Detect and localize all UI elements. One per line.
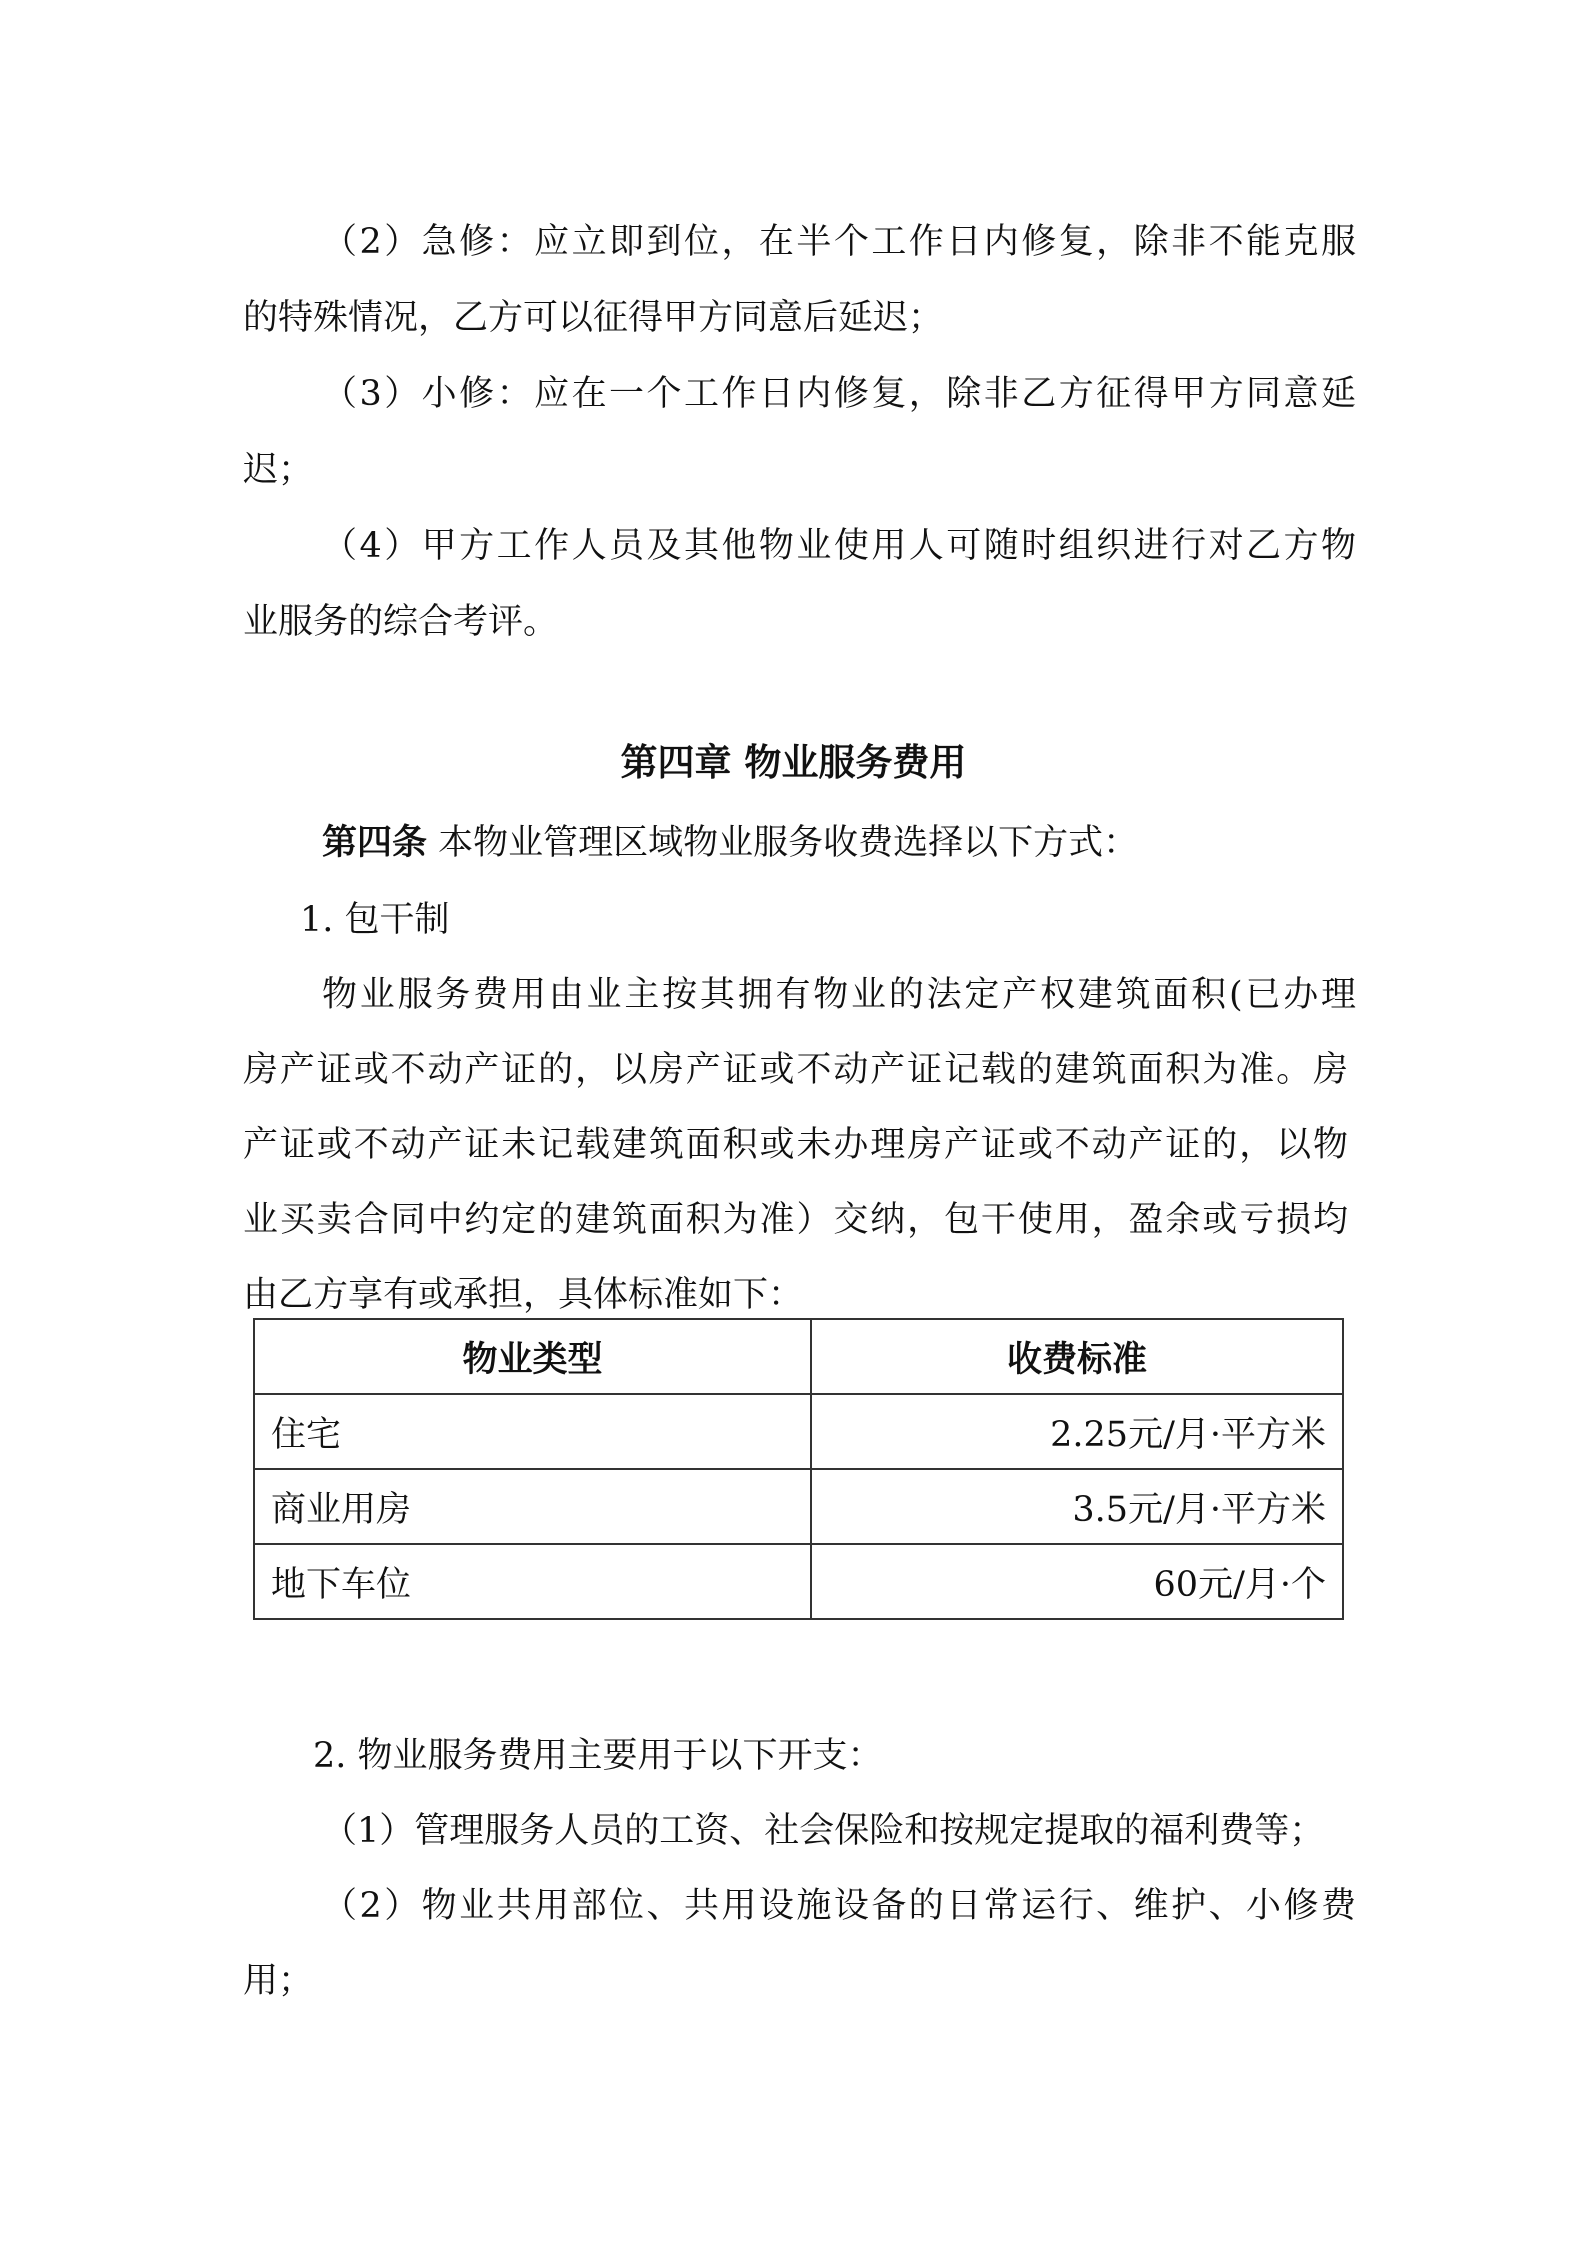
item-1-line4: 业买卖合同中约定的建筑面积为准）交纳，包干使用，盈余或亏损均 xyxy=(243,1200,1348,1240)
item-1-line3: 产证或不动产证未记载建筑面积或未办理房产证或不动产证的，以物 xyxy=(243,1125,1348,1165)
cell-property-type: 商业用房 xyxy=(254,1469,811,1544)
cell-fee-standard: 60元/月·个 xyxy=(811,1544,1343,1619)
header-property-type: 物业类型 xyxy=(254,1319,811,1394)
item-2-sub-1: （1）管理服务人员的工资、社会保险和按规定提取的福利费等； xyxy=(322,1811,1325,1851)
paragraph-urgent-repair-line1: （2）急修：应立即到位，在半个工作日内修复，除非不能克服 xyxy=(322,222,1356,262)
item-2-sub-2-line1: （2）物业共用部位、共用设施设备的日常运行、维护、小修费 xyxy=(322,1886,1356,1926)
fee-table-header-row xyxy=(254,1319,1343,1394)
paragraph-urgent-repair-line2: 的特殊情况，乙方可以征得甲方同意后延迟； xyxy=(243,298,944,338)
cell-fee-standard: 2.25元/月·平方米 xyxy=(811,1394,1343,1469)
item-1-line5: 由乙方享有或承担，具体标准如下： xyxy=(243,1275,804,1315)
table-row xyxy=(254,1469,1343,1544)
fee-table xyxy=(253,1318,1344,1620)
paragraph-minor-repair-line2: 迟； xyxy=(243,450,314,490)
table-row xyxy=(254,1394,1343,1469)
item-2-title: 2. 物业服务费用主要用于以下开支： xyxy=(313,1736,883,1776)
item-2-sub-2-line2: 用； xyxy=(243,1961,314,2001)
article-text: 本物业管理区域物业服务收费选择以下方式： xyxy=(427,823,1139,863)
paragraph-evaluation-line1: （4）甲方工作人员及其他物业使用人可随时组织进行对乙方物 xyxy=(322,526,1356,566)
article-label: 第四条 xyxy=(322,822,428,863)
header-fee-standard: 收费标准 xyxy=(811,1319,1343,1394)
paragraph-evaluation-line2: 业服务的综合考评。 xyxy=(243,602,559,642)
cell-property-type: 住宅 xyxy=(254,1394,811,1469)
item-1-title: 1. 包干制 xyxy=(300,900,450,940)
item-1-line2: 房产证或不动产证的，以房产证或不动产证记载的建筑面积为准。房 xyxy=(243,1050,1348,1090)
item-1-line1: 物业服务费用由业主按其拥有物业的法定产权建筑面积(已办理 xyxy=(322,975,1356,1015)
article-four xyxy=(322,820,1138,866)
paragraph-minor-repair-line1: （3）小修：应在一个工作日内修复，除非乙方征得甲方同意延 xyxy=(322,374,1356,414)
cell-property-type: 地下车位 xyxy=(254,1544,811,1619)
chapter-heading: 第四章 物业服务费用 xyxy=(620,740,967,784)
cell-fee-standard: 3.5元/月·平方米 xyxy=(811,1469,1343,1544)
table-row xyxy=(254,1544,1343,1619)
